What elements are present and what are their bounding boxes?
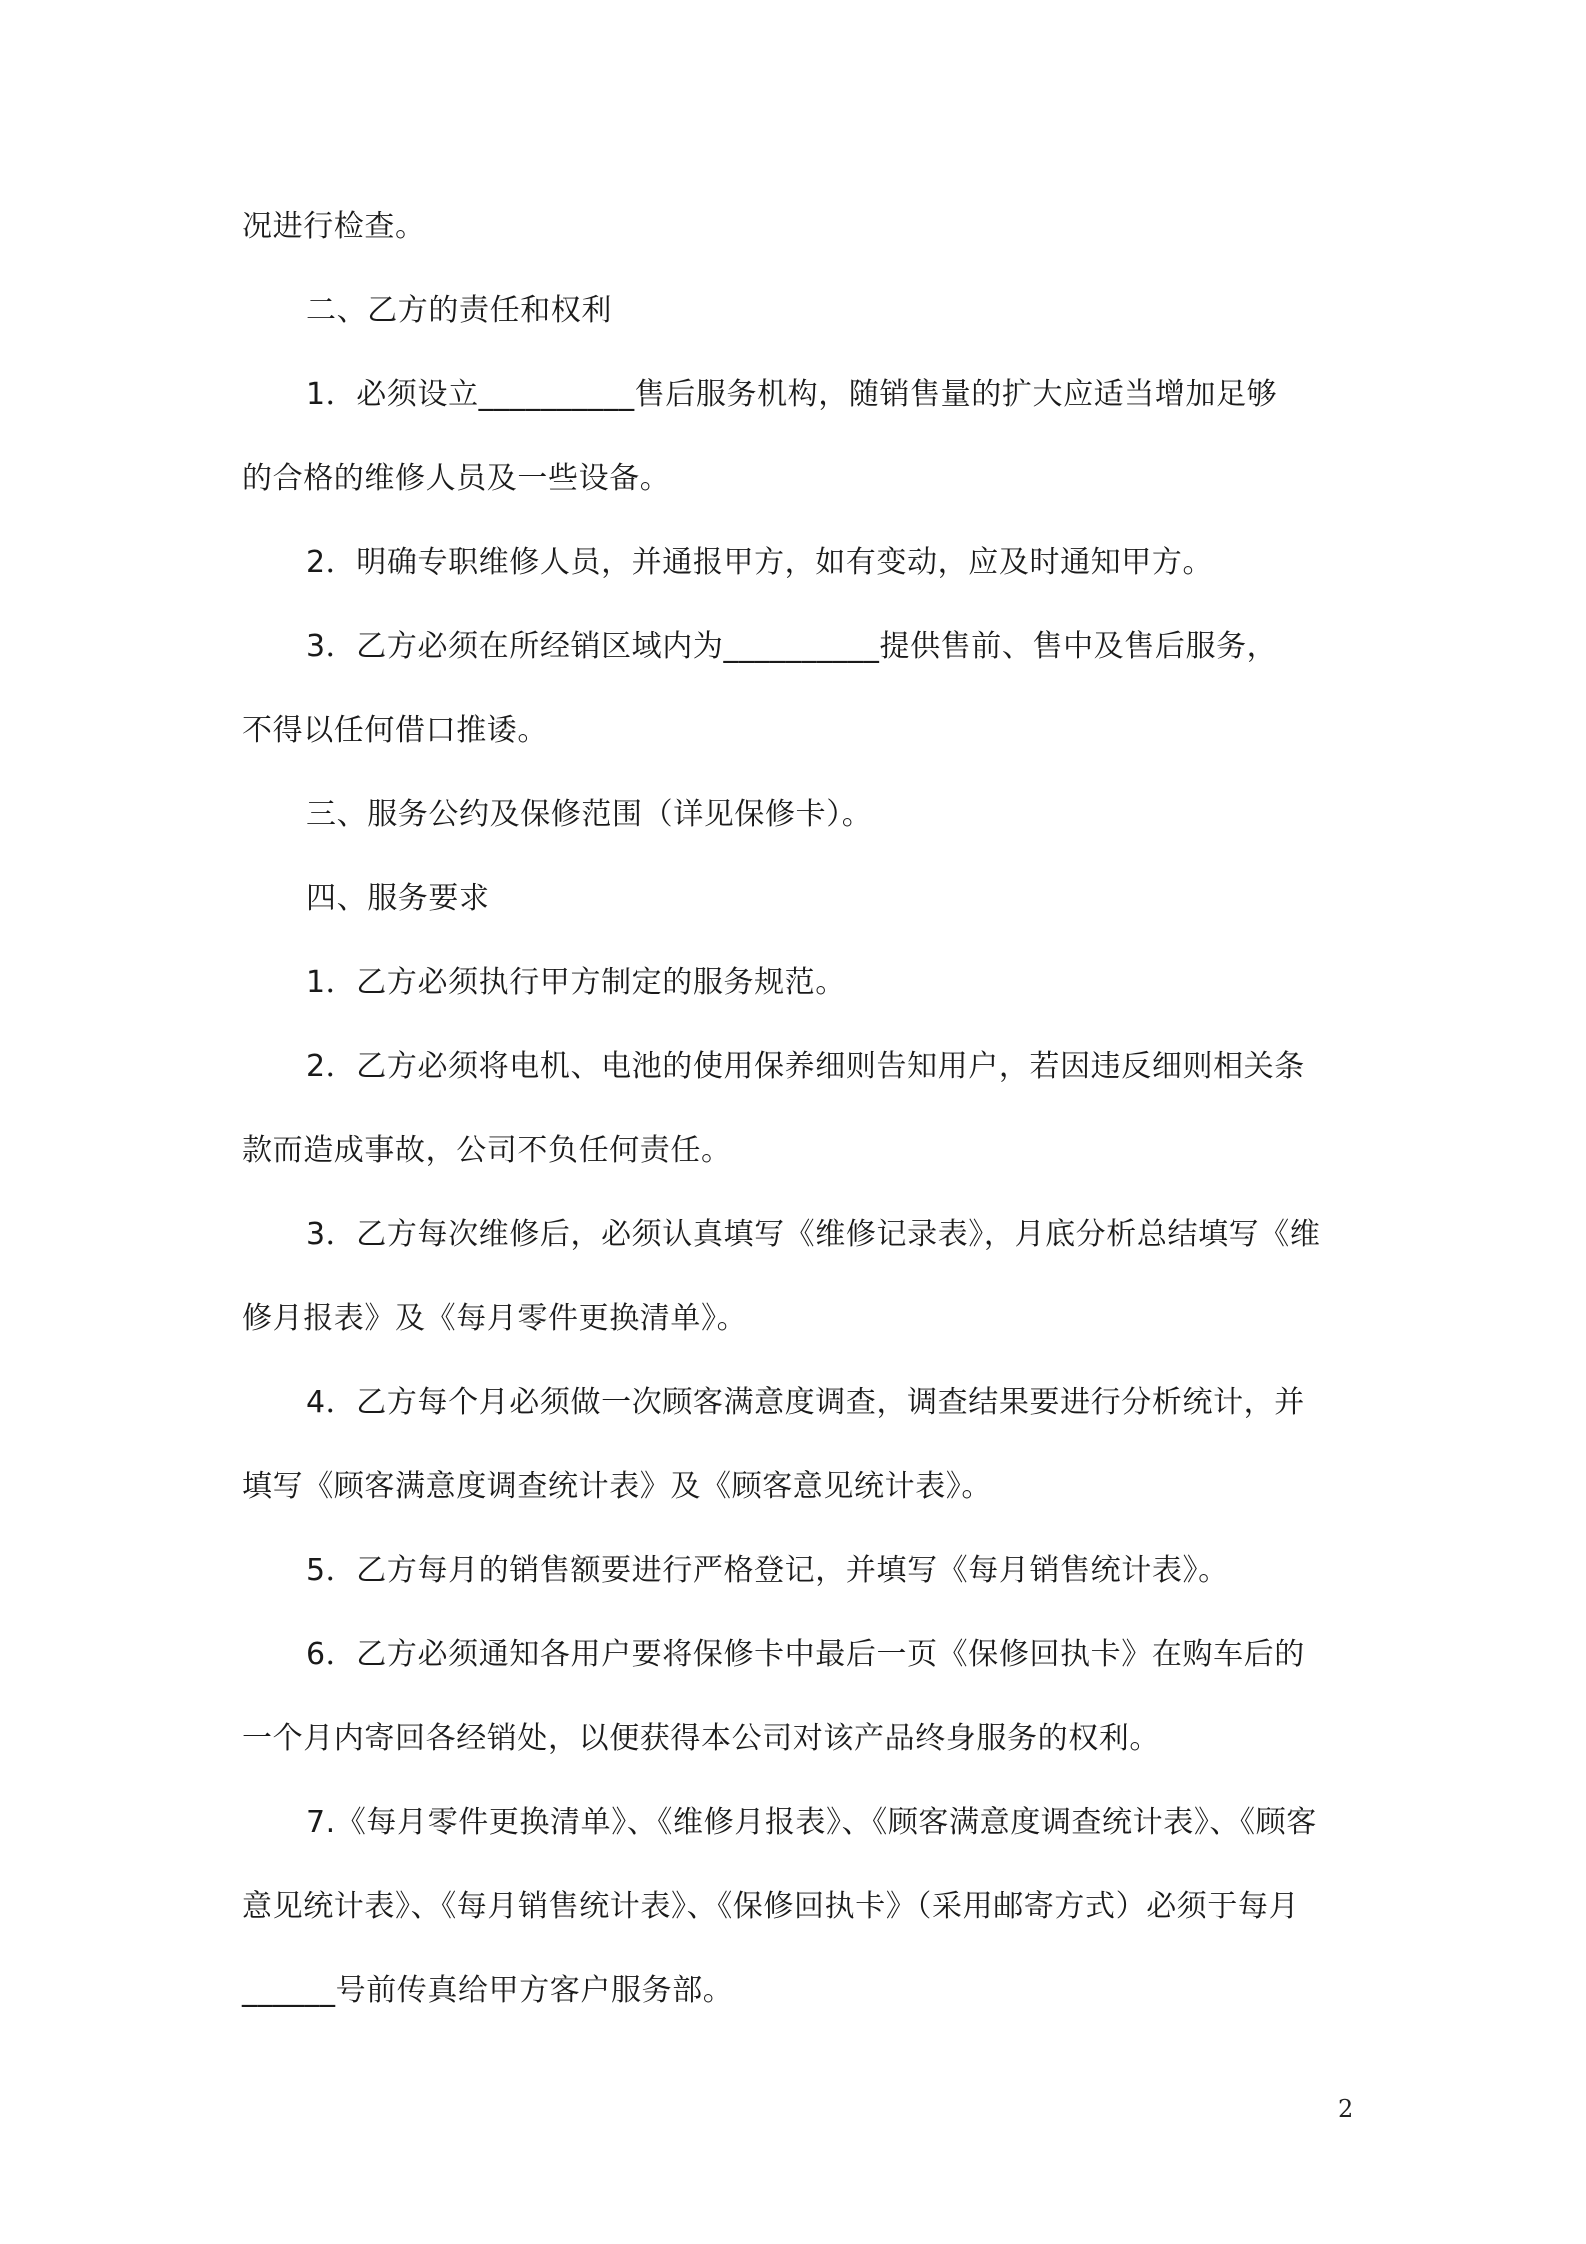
clause-2-2: 2．明确专职维修人员，并通报甲方，如有变动，应及时通知甲方。 [306, 545, 1214, 580]
clause-4-7-line-1: 7.《每月零件更换清单》、《维修月报表》、《顾客满意度调查统计表》、《顾客 [306, 1805, 1317, 1840]
page-number: 2 [1338, 2095, 1354, 2123]
clause-4-4-line-2: 填写《顾客满意度调查统计表》及《顾客意见统计表》。 [242, 1469, 992, 1504]
section-heading-2: 二、乙方的责任和权利 [306, 293, 612, 328]
clause-4-5: 5．乙方每月的销售额要进行严格登记，并填写《每月销售统计表》。 [306, 1553, 1229, 1588]
clause-4-3-line-1: 3．乙方每次维修后，必须认真填写《维修记录表》，月底分析总结填写《维 [306, 1217, 1321, 1252]
clause-4-6-line-1: 6．乙方必须通知各用户要将保修卡中最后一页《保修回执卡》在购车后的 [306, 1637, 1305, 1672]
section-heading-4: 四、服务要求 [306, 881, 490, 916]
text-line-continuation: 况进行检查。 [242, 209, 426, 244]
clause-4-3-line-2: 修月报表》及《每月零件更换清单》。 [242, 1301, 748, 1336]
clause-4-2-line-2: 款而造成事故，公司不负任何责任。 [242, 1133, 732, 1168]
clause-4-7-line-3: ______号前传真给甲方客户服务部。 [242, 1973, 734, 2008]
section-heading-3: 三、服务公约及保修范围（详见保修卡）。 [306, 797, 873, 832]
clause-2-1-line-2: 的合格的维修人员及一些设备。 [242, 461, 671, 496]
clause-4-1: 1．乙方必须执行甲方制定的服务规范。 [306, 965, 846, 1000]
clause-4-6-line-2: 一个月内寄回各经销处，以便获得本公司对该产品终身服务的权利。 [242, 1721, 1160, 1756]
clause-4-7-line-2: 意见统计表》、《每月销售统计表》、《保修回执卡》（采用邮寄方式）必须于每月 [242, 1889, 1300, 1924]
clause-2-3-line-2: 不得以任何借口推诿。 [242, 713, 548, 748]
clause-4-2-line-1: 2．乙方必须将电机、电池的使用保养细则告知用户，若因违反细则相关条 [306, 1049, 1305, 1084]
clause-2-1-line-1: 1．必须设立__________售后服务机构，随销售量的扩大应适当增加足够 [306, 377, 1278, 412]
clause-2-3-line-1: 3．乙方必须在所经销区域内为__________提供售前、售中及售后服务， [306, 629, 1278, 664]
clause-4-4-line-1: 4．乙方每个月必须做一次顾客满意度调查，调查结果要进行分析统计，并 [306, 1385, 1305, 1420]
